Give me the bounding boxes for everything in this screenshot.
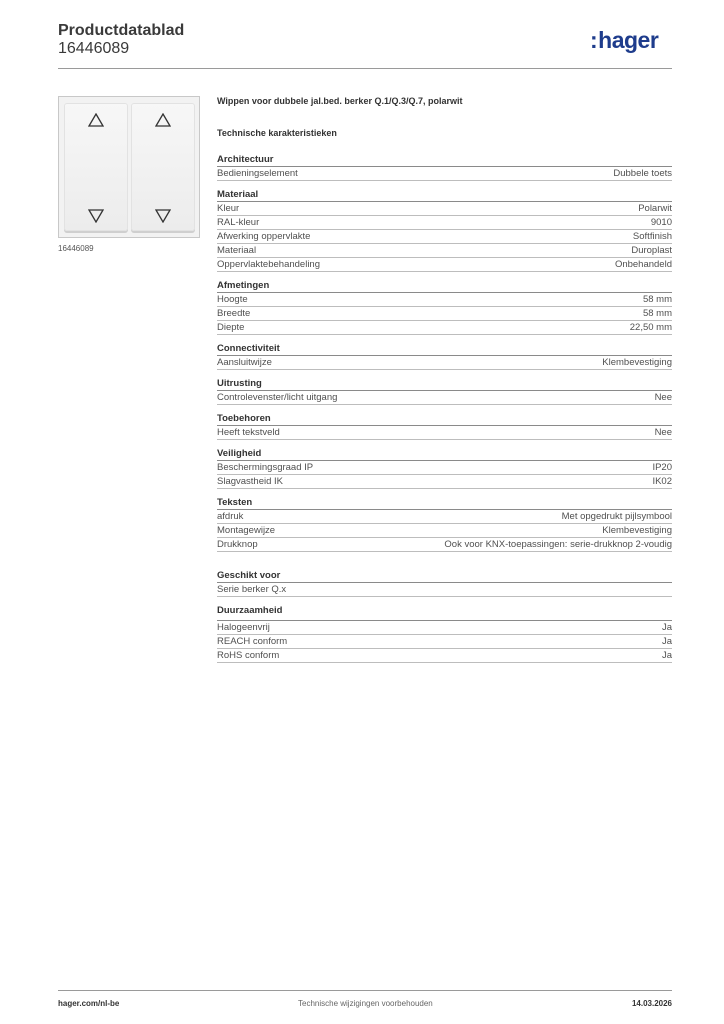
spec-value: Ja — [661, 636, 672, 647]
spec-row — [217, 356, 672, 370]
spec-value: Nee — [654, 392, 672, 403]
spec-label: Oppervlaktebehandeling — [217, 259, 320, 270]
footer-divider — [58, 990, 672, 991]
arrow-up-icon — [88, 113, 104, 127]
spec-value: Nee — [654, 427, 672, 438]
spec-label: afdruk — [217, 511, 244, 522]
section-title: Toebehoren — [217, 413, 672, 426]
spec-section — [217, 154, 672, 181]
spec-label: Slagvastheid IK — [217, 476, 284, 487]
spec-label: Halogeenvrij — [217, 622, 270, 633]
page-title: Productdatablad — [58, 22, 185, 39]
spec-label: Heeft tekstveld — [217, 427, 280, 438]
spec-label: Breedte — [217, 308, 251, 319]
spec-value: 58 mm — [642, 308, 672, 319]
section-title: Uitrusting — [217, 378, 672, 391]
spec-row — [217, 426, 672, 440]
spec-value: Softfinish — [632, 231, 672, 242]
spec-row — [217, 293, 672, 307]
spec-label: RAL-kleur — [217, 217, 260, 228]
spec-value: Ja — [661, 650, 672, 661]
spec-row — [217, 524, 672, 538]
tech-heading: Technische karakteristieken — [217, 128, 337, 138]
section-title: Teksten — [217, 497, 672, 510]
spec-value: Onbehandeld — [614, 259, 672, 270]
spec-value: IP20 — [652, 462, 672, 473]
spec-row — [217, 621, 672, 635]
spec-value: 22,50 mm — [629, 322, 672, 333]
spec-value: Met opgedrukt pijlsymbool — [561, 511, 672, 522]
spec-value: Polarwit — [638, 203, 672, 214]
spec-value: 9010 — [650, 217, 672, 228]
spec-label: Hoogte — [217, 294, 248, 305]
footer-date: 14.03.2026 — [631, 999, 672, 1008]
spec-section — [217, 448, 672, 489]
spec-row — [217, 321, 672, 335]
spec-label: RoHS conform — [217, 650, 280, 661]
spec-label: Serie berker Q.x — [217, 584, 287, 595]
rocker-left — [64, 103, 128, 231]
spec-section — [217, 413, 672, 440]
spec-row — [217, 538, 672, 552]
spec-row — [217, 244, 672, 258]
spec-label: Montagewijze — [217, 525, 276, 536]
arrow-up-icon — [155, 113, 171, 127]
arrow-down-icon — [155, 209, 171, 223]
spec-value: 58 mm — [642, 294, 672, 305]
spec-sections — [217, 154, 672, 663]
spec-row — [217, 635, 672, 649]
rocker-right — [131, 103, 195, 231]
spec-section — [217, 189, 672, 272]
section-title: Materiaal — [217, 189, 672, 202]
spec-section — [217, 378, 672, 405]
spec-section — [217, 497, 672, 552]
spec-section — [217, 570, 672, 597]
spec-label: Bedieningselement — [217, 168, 298, 179]
footer-disclaimer: Technische wijzigingen voorbehouden — [298, 999, 433, 1008]
section-title: Veiligheid — [217, 448, 672, 461]
spec-label: Afwerking oppervlakte — [217, 231, 311, 242]
spec-row — [217, 391, 672, 405]
section-title: Duurzaamheid — [217, 605, 672, 621]
spec-row — [217, 461, 672, 475]
spec-label: Controlevenster/licht uitgang — [217, 392, 338, 403]
spec-value: Duroplast — [631, 245, 672, 256]
spec-value: Ook voor KNX-toepassingen: serie-drukknop 2-voudig — [444, 539, 672, 550]
spec-row — [217, 216, 672, 230]
spec-row — [217, 167, 672, 181]
spec-label: Beschermingsgraad IP — [217, 462, 314, 473]
hager-logo: :hager — [590, 27, 659, 53]
footer-website: hager.com/nl-be — [58, 999, 120, 1008]
spec-row — [217, 649, 672, 663]
spec-label: Kleur — [217, 203, 240, 214]
spec-content — [217, 96, 672, 671]
spec-section — [217, 280, 672, 335]
spec-label: Aansluitwijze — [217, 357, 272, 368]
section-title: Afmetingen — [217, 280, 672, 293]
spec-label: Drukknop — [217, 539, 258, 550]
section-title: Connectiviteit — [217, 343, 672, 356]
spec-row — [217, 583, 672, 597]
arrow-down-icon — [88, 209, 104, 223]
spec-row — [217, 475, 672, 489]
spec-section — [217, 605, 672, 663]
spec-value: Klembevestiging — [602, 357, 672, 368]
spec-label: Diepte — [217, 322, 245, 333]
spec-label: Materiaal — [217, 245, 257, 256]
spec-row — [217, 202, 672, 216]
spec-row — [217, 307, 672, 321]
spec-section — [217, 343, 672, 370]
spec-value: Dubbele toets — [613, 168, 672, 179]
spec-row — [217, 510, 672, 524]
spec-value: IK02 — [652, 476, 672, 487]
product-description: Wippen voor dubbele jal.bed. berker Q.1/Q.3/Q.7, polarwit — [217, 96, 463, 106]
section-title: Geschikt voor — [217, 570, 672, 583]
spec-label: REACH conform — [217, 636, 288, 647]
product-image — [58, 96, 200, 238]
spec-value: Klembevestiging — [602, 525, 672, 536]
spec-row — [217, 258, 672, 272]
header-divider — [58, 68, 672, 69]
spec-row — [217, 230, 672, 244]
section-title: Architectuur — [217, 154, 672, 167]
product-number: 16446089 — [58, 40, 130, 57]
image-caption: 16446089 — [58, 244, 94, 253]
spec-value: Ja — [661, 622, 672, 633]
